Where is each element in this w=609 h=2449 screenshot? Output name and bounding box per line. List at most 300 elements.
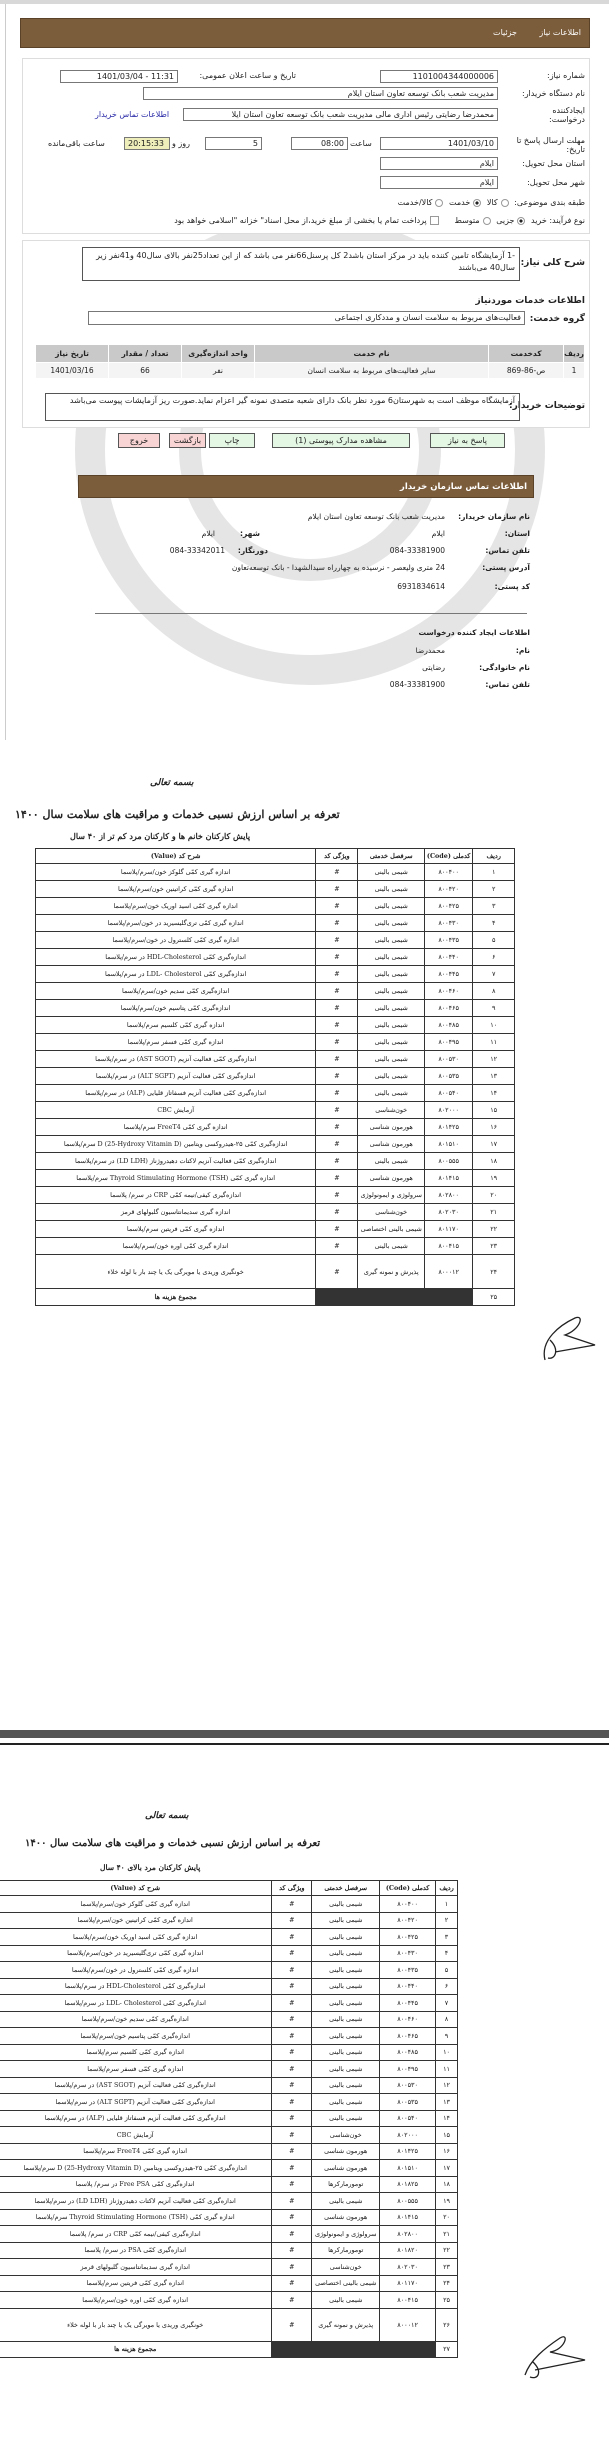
doc-cell: اندازه گیری کمّی کلسترول در خون/سرم/پلاسما xyxy=(36,932,316,949)
table-row[interactable] xyxy=(36,363,585,379)
doc2-subtitle: پایش کارکنان مرد بالای ۴۰ سال xyxy=(100,1863,201,1872)
doc-cell: ۱۰ xyxy=(473,1017,515,1034)
table-row xyxy=(36,949,515,966)
process-minor-radio[interactable] xyxy=(517,217,525,225)
doc-cell: اندازه‌گیری کمّی فعالیت آنزیم فسفاتاز قلیایی (ALP) در سرم/پلاسما xyxy=(36,1085,316,1102)
service-group-label: گروه خدمت: xyxy=(529,314,585,324)
doc-cell: # xyxy=(316,1238,358,1255)
doc-cell: هورمون شناسی xyxy=(358,1119,424,1136)
doc-cell: اندازه گیری کمّی Thyroid Stimulating Hormone (TSH) سرم/پلاسما xyxy=(36,1170,316,1187)
table-row xyxy=(36,1119,515,1136)
doc-cell: شیمی بالینی اختصاصی xyxy=(312,2275,380,2292)
doc-cell: # xyxy=(272,2242,312,2259)
doc-cell: ۸۰۱۵۱۰ xyxy=(424,1136,472,1153)
doc-cell: ۸۰۰۴۱۵ xyxy=(380,2292,436,2309)
doc-cell: هورمون شناسی xyxy=(358,1136,424,1153)
doc-cell: شیمی بالینی xyxy=(312,2061,380,2078)
redacted-cell xyxy=(380,2341,436,2358)
table-row xyxy=(36,1017,515,1034)
contact-address-value: 24 متری ولیعصر - نرسیده به چهارراه سیدالشهدا - بانک توسعه‌تعاون xyxy=(231,563,445,572)
description-label: شرح کلی نیاز: xyxy=(520,258,585,268)
doc-cell: شیمی بالینی اختصاصی xyxy=(358,1221,424,1238)
doc-cell: # xyxy=(316,1000,358,1017)
org-value: مدیریت شعب بانک توسعه تعاون استان ایلام xyxy=(307,512,445,521)
doc-cell: # xyxy=(316,1085,358,1102)
doc-cell: # xyxy=(316,1051,358,1068)
table-row xyxy=(0,1995,458,2012)
table-row xyxy=(36,1221,515,1238)
print-button[interactable]: چاپ xyxy=(209,433,255,448)
category-goods-label: کالا xyxy=(486,198,498,207)
table-row xyxy=(36,881,515,898)
doc-cell: # xyxy=(272,1962,312,1979)
days-label: روز و xyxy=(172,139,190,148)
table-row xyxy=(0,2242,458,2259)
doc-cell: اندازه گیری کمّی فسفر سرم/پلاسما xyxy=(36,1034,316,1051)
doc-cell: ۱۲ xyxy=(436,2077,458,2094)
org-label: نام سازمان خریدار: xyxy=(458,512,530,521)
doc-cell: ۴ xyxy=(436,1945,458,1962)
doc-cell: اندازه‌گیری کمّی HDL-Cholesterol در سرم/پلاسما xyxy=(0,1978,272,1995)
countdown-field: 20:15:33 xyxy=(124,137,170,150)
doc-cell: ۱۲ xyxy=(473,1051,515,1068)
doc-cell: اندازه‌گیری کمّی پتاسیم خون/سرم/پلاسما xyxy=(36,1000,316,1017)
doc-cell: شیمی بالینی xyxy=(312,2292,380,2309)
deadline-date-field[interactable]: 1401/03/10 xyxy=(380,137,498,150)
doc-cell: ۱۷ xyxy=(473,1136,515,1153)
table-row xyxy=(0,2259,458,2276)
doc-cell: ۱۶ xyxy=(436,2143,458,2160)
back-button[interactable]: بازگشت xyxy=(169,433,206,448)
services-table xyxy=(35,344,585,379)
doc-cell: ۷ xyxy=(473,966,515,983)
doc-cell: ۸ xyxy=(473,983,515,1000)
doc-cell: ۸۰۰۵۵۵ xyxy=(380,2193,436,2210)
doc-cell: # xyxy=(272,2209,312,2226)
doc-cell: # xyxy=(272,1912,312,1929)
doc-cell: ۹ xyxy=(473,1000,515,1017)
table-row xyxy=(0,2110,458,2127)
deadline-label: مهلت ارسال پاسخ تا تاریخ: xyxy=(516,136,585,154)
table-row xyxy=(0,1978,458,1995)
category-service-radio[interactable] xyxy=(473,199,481,207)
doc-cell: ۱۱ xyxy=(473,1034,515,1051)
doc-cell: ۱۷ xyxy=(436,2160,458,2177)
doc-cell: # xyxy=(272,2028,312,2045)
doc-cell: # xyxy=(272,2127,312,2144)
doc-cell: اندازه‌گیری کمّی پتاسیم خون/سرم/پلاسما xyxy=(0,2028,272,2045)
doc-cell: شیمی بالینی xyxy=(358,949,424,966)
doc-cell: # xyxy=(316,949,358,966)
redacted-cell xyxy=(312,2341,380,2358)
doc-cell: ۲۰ xyxy=(436,2209,458,2226)
doc-cell: ۸۰۰۵۳۵ xyxy=(380,2094,436,2111)
doc-cell: ۸۰۰۰۱۲ xyxy=(424,1255,472,1289)
doc-cell: خونگیری وریدی یا مویرگی یک یا چند بار با لوله خلاء xyxy=(0,2308,272,2341)
doc-cell: اندازه گیری کمّی Thyroid Stimulating Hormone (TSH) سرم/پلاسما xyxy=(0,2209,272,2226)
table-row xyxy=(36,1085,515,1102)
doc-cell: ۸۰۰۵۴۰ xyxy=(424,1085,472,1102)
doc-cell: ۲۴ xyxy=(473,1255,515,1289)
doc-cell: ۲۶ xyxy=(436,2308,458,2341)
doc-cell: ۱۴ xyxy=(473,1085,515,1102)
days-field[interactable]: 5 xyxy=(205,137,262,150)
need-number-field[interactable]: 1101004344000006 xyxy=(380,70,498,83)
creator-name-value: محمدرضا xyxy=(415,646,445,655)
doc-cell: شیمی بالینی xyxy=(312,2094,380,2111)
doc-cell: ۸۰۱۸۲۰ xyxy=(380,2242,436,2259)
doc-cell: # xyxy=(316,915,358,932)
doc-cell: ۸۰۰۴۸۵ xyxy=(424,1017,472,1034)
doc-cell: هورمون شناسی xyxy=(312,2160,380,2177)
doc1-subtitle: پایش کارکنان خانم ها و کارکنان مرد کم تر از ۴۰ سال xyxy=(70,831,251,841)
buyer-notes-label: توضیحات خریدار: xyxy=(509,401,585,411)
buyer-field[interactable]: مدیریت شعب بانک توسعه تعاون استان ایلام xyxy=(143,87,498,100)
table-row xyxy=(0,2077,458,2094)
doc-cell: ۸۰۰۴۶۰ xyxy=(424,983,472,1000)
doc-cell: ۲۱ xyxy=(436,2226,458,2243)
doc-cell: ۱۰ xyxy=(436,2044,458,2061)
doc-cell: شیمی بالینی xyxy=(312,1929,380,1946)
doc-cell: # xyxy=(316,864,358,881)
doc-cell: # xyxy=(272,1945,312,1962)
doc-cell: ۸۰۱۴۲۵ xyxy=(380,2143,436,2160)
buyer-label: نام دستگاه خریدار: xyxy=(522,89,585,98)
doc-cell: شیمی بالینی xyxy=(312,1912,380,1929)
doc-cell: ۸۰۲۰۳۰ xyxy=(424,1204,472,1221)
doc-cell: ۸۰۰۴۴۵ xyxy=(424,966,472,983)
doc-cell: اندازه‌گیری کیفی/نیمه کمّی CRP در سرم/ پلاسما xyxy=(0,2226,272,2243)
table-row xyxy=(36,915,515,932)
doc-cell: ۸۰۱۸۲۵ xyxy=(380,2176,436,2193)
bismillah-2: بسمه تعالی xyxy=(145,1811,189,1821)
doc-cell: ۸۰۰۴۲۰ xyxy=(424,881,472,898)
contact-province-value: ایلام xyxy=(431,529,445,538)
doc-header-cell: کدملی (Code) xyxy=(380,1881,436,1896)
table-row xyxy=(36,1000,515,1017)
doc-cell: # xyxy=(316,966,358,983)
table-row xyxy=(0,1912,458,1929)
doc-cell: # xyxy=(272,1995,312,2012)
doc-cell: سرولوژی و ایمونولوژی xyxy=(358,1187,424,1204)
tab-details[interactable]: جزئیات xyxy=(493,28,517,37)
doc-cell: شیمی بالینی xyxy=(358,1000,424,1017)
doc-cell: ۸۰۰۴۳۵ xyxy=(424,932,472,949)
doc-cell: شیمی بالینی xyxy=(312,2110,380,2127)
doc-cell: آزمایش CBC xyxy=(0,2127,272,2144)
process-row xyxy=(174,216,585,225)
doc-header-cell: ردیف xyxy=(436,1881,458,1896)
process-minor-label: جزیی xyxy=(496,216,515,225)
doc-cell: # xyxy=(316,932,358,949)
doc-cell: ۸۰۰۰۱۲ xyxy=(380,2308,436,2341)
category-both-radio[interactable] xyxy=(435,199,443,207)
process-medium-radio[interactable] xyxy=(483,217,491,225)
doc-cell: # xyxy=(272,1978,312,1995)
table-row xyxy=(36,1170,515,1187)
doc-cell: ۲۴ xyxy=(436,2275,458,2292)
table-row xyxy=(36,1034,515,1051)
table-row xyxy=(36,1153,515,1170)
doc-total-label: مجموع هزینه ها xyxy=(0,2341,272,2358)
doc-cell: اندازه گیری کمّی اوره خون/سرم/پلاسما xyxy=(0,2292,272,2309)
doc-cell: # xyxy=(272,2292,312,2309)
doc-cell: # xyxy=(272,1929,312,1946)
table-row xyxy=(36,1187,515,1204)
category-label: طبقه بندی موضوعی: xyxy=(514,198,585,207)
doc-cell: تومورمارکرها xyxy=(312,2176,380,2193)
doc-cell: شیمی بالینی xyxy=(312,1896,380,1913)
doc-cell: # xyxy=(272,2143,312,2160)
doc-cell: ۸۰۲۰۰۰ xyxy=(380,2127,436,2144)
table-row xyxy=(36,932,515,949)
doc-cell: اندازه گیری کمّی کلسیم سرم/پلاسما xyxy=(0,2044,272,2061)
deadline-time-field[interactable]: 08:00 xyxy=(291,137,348,150)
doc-cell: ۱۵ xyxy=(436,2127,458,2144)
tab-need-info[interactable]: اطلاعات نیاز xyxy=(539,28,581,37)
doc-cell: ۸۰۰۴۹۵ xyxy=(424,1034,472,1051)
view-attachments-button[interactable]: مشاهده مدارک پیوستی (1) xyxy=(272,433,410,448)
doc-cell: شیمی بالینی xyxy=(358,966,424,983)
doc-cell: شیمی بالینی xyxy=(358,983,424,1000)
services-table-header: ردیف xyxy=(564,345,585,363)
table-row xyxy=(0,2226,458,2243)
doc-cell: شیمی بالینی xyxy=(358,881,424,898)
doc-cell: شیمی بالینی xyxy=(312,2028,380,2045)
buyer-notes-text: آزمایشگاه موظف است به شهرستان6 مورد نظر بانک دارای شعبه متصدی نمونه گیر اعزام نماید.صورت ریز آزمایشات پیوست می‌باشد xyxy=(45,393,520,421)
table-cell: 66 xyxy=(109,363,182,379)
doc-cell: ۱۹ xyxy=(473,1170,515,1187)
signature-icon-1 xyxy=(520,1310,600,1365)
doc-cell: # xyxy=(316,1187,358,1204)
service-group-field: فعالیت‌های مربوط به سلامت انسان و مددکاری اجتماعی xyxy=(88,311,525,325)
doc-cell: پذیرش و نمونه گیری xyxy=(312,2308,380,2341)
contact-city-value: ایلام xyxy=(201,529,215,538)
city-field[interactable]: ایلام xyxy=(380,176,498,189)
exit-button[interactable]: خروج xyxy=(118,433,160,448)
doc-cell: خون‌شناسی xyxy=(312,2127,380,2144)
table-row xyxy=(36,1204,515,1221)
doc-cell: # xyxy=(316,1153,358,1170)
table-row xyxy=(36,1051,515,1068)
table-row xyxy=(0,2292,458,2309)
doc-cell: ۸۰۰۵۳۰ xyxy=(424,1051,472,1068)
doc-cell: ۶ xyxy=(436,1978,458,1995)
doc-total-number: ۲۷ xyxy=(436,2341,458,2358)
doc-cell: # xyxy=(316,1119,358,1136)
doc-cell: ۸۰۰۴۲۰ xyxy=(380,1912,436,1929)
doc-cell: اندازه گیری کمّی اوره خون/سرم/پلاسما xyxy=(36,1238,316,1255)
doc-cell: اندازه گیری کمّی فسفر سرم/پلاسما xyxy=(0,2061,272,2078)
doc-cell: ۱۳ xyxy=(473,1068,515,1085)
doc-cell: اندازه‌گیری کمّی ۲۵-هیدروکسی ویتامین D (25-Hydroxy Vitamin D) سرم/پلاسما xyxy=(0,2160,272,2177)
doc-cell: ۶ xyxy=(473,949,515,966)
doc-cell: شیمی بالینی xyxy=(358,1068,424,1085)
doc-cell: اندازه‌گیری کمّی فعالیت آنزیم (AST SGOT) در سرم/پلاسما xyxy=(0,2077,272,2094)
doc-cell: # xyxy=(272,2160,312,2177)
category-goods-radio[interactable] xyxy=(501,199,509,207)
table-cell: ص-86-869 xyxy=(489,363,564,379)
signature-icon-2 xyxy=(505,2330,590,2385)
table-row xyxy=(0,2011,458,2028)
doc-cell: شیمی بالینی xyxy=(312,1978,380,1995)
doc-cell: # xyxy=(316,1255,358,1289)
doc-cell: اندازه گیری کمّی اسید اوریک خون/سرم/پلاسما xyxy=(0,1929,272,1946)
treasury-note: پرداخت تمام یا بخشی از مبلغ خرید،از محل اسناد" خزانه "اسلامی خواهد بود xyxy=(174,216,427,225)
doc-cell: # xyxy=(272,2275,312,2292)
table-row xyxy=(0,1896,458,1913)
doc-cell: ۸۰۱۴۱۵ xyxy=(380,2209,436,2226)
doc-header-cell: ردیف xyxy=(473,849,515,864)
doc-cell: ۸۰۰۴۲۵ xyxy=(380,1929,436,1946)
doc-cell: اندازه گیری کمّی کلسترول در خون/سرم/پلاسما xyxy=(0,1962,272,1979)
table-row xyxy=(0,2028,458,2045)
contact-fax-value: 084-33342011 xyxy=(169,546,225,555)
services-table-header: تاریخ نیاز xyxy=(36,345,109,363)
doc-cell: ۱۱ xyxy=(436,2061,458,2078)
doc-cell: اندازه‌گیری کمّی سدیم خون/سرم/پلاسما xyxy=(36,983,316,1000)
doc-cell: شیمی بالینی xyxy=(312,2011,380,2028)
doc-cell: ۸۰۰۵۳۵ xyxy=(424,1068,472,1085)
table-row xyxy=(36,1102,515,1119)
creator-field[interactable]: محمدرضا رضایتی رئیس اداری مالی مدیریت شعب بانک توسعه تعاون استان ایلا xyxy=(183,108,498,121)
doc-cell: اندازه‌گیری کمّی فعالیت آنزیم فسفاتاز قلیایی (ALP) در سرم/پلاسما xyxy=(0,2110,272,2127)
doc-cell: اندازه گیری سدیمانتاسیون گلبولهای قرمز xyxy=(36,1204,316,1221)
creator-label: ایجادکننده درخواست: xyxy=(549,106,585,124)
contact-postal-label: کد پستی: xyxy=(494,582,530,591)
doc-cell: # xyxy=(272,2094,312,2111)
doc-cell: ۲۲ xyxy=(436,2242,458,2259)
doc-cell: ۸۰۲۰۰۰ xyxy=(424,1102,472,1119)
doc-cell: اندازه گیری کمّی کراتینین خون/سرم/پلاسما xyxy=(36,881,316,898)
doc-cell: ۸۰۰۴۴۵ xyxy=(380,1995,436,2012)
doc-cell: ۱۵ xyxy=(473,1102,515,1119)
bismillah-1: بسمه تعالی xyxy=(150,778,194,788)
doc-total-label: مجموع هزینه ها xyxy=(36,1289,316,1306)
doc-cell: شیمی بالینی xyxy=(358,898,424,915)
treasury-checkbox[interactable] xyxy=(430,216,439,225)
contact-postal-value: 6931834614 xyxy=(397,582,445,591)
buyer-contact-link[interactable]: اطلاعات تماس خریدار xyxy=(95,110,170,119)
doc-cell: ۲ xyxy=(436,1912,458,1929)
doc-cell: ۸۰۰۴۹۵ xyxy=(380,2061,436,2078)
doc-cell: ۸۰۰۴۳۰ xyxy=(424,915,472,932)
table-cell: 1401/03/16 xyxy=(36,363,109,379)
doc-header-row xyxy=(0,1881,458,1896)
redacted-cell xyxy=(358,1289,424,1306)
redacted-cell xyxy=(424,1289,472,1306)
doc-cell: ۸۰۲۰۳۰ xyxy=(380,2259,436,2276)
contact-phone-label: تلفن تماس: xyxy=(485,546,530,555)
doc-cell: اندازه گیری کمّی FreeT4 سرم/پلاسما xyxy=(0,2143,272,2160)
doc-cell: ۸۰۰۴۳۵ xyxy=(380,1962,436,1979)
city-label: شهر محل تحویل: xyxy=(527,178,585,187)
doc-cell: شیمی بالینی xyxy=(358,1085,424,1102)
doc-cell: آزمایش CBC xyxy=(36,1102,316,1119)
table-row xyxy=(0,2193,458,2210)
doc-cell: اندازه گیری کمّی تری‌گلیسیرید در خون/سرم/پلاسما xyxy=(0,1945,272,1962)
doc-cell: ۸۰۱۱۷۰ xyxy=(424,1221,472,1238)
doc-cell: # xyxy=(272,2308,312,2341)
doc-cell: ۲۲ xyxy=(473,1221,515,1238)
doc-cell: ۱۹ xyxy=(436,2193,458,2210)
doc1-table xyxy=(35,848,515,1306)
table-row xyxy=(36,966,515,983)
reply-button[interactable]: پاسخ به نیاز xyxy=(430,433,505,448)
doc-cell: # xyxy=(316,1136,358,1153)
doc2-title: تعرفه بر اساس ارزش نسبی خدمات و مراقبت های سلامت سال ۱۴۰۰ xyxy=(25,1838,321,1849)
doc-cell: ۸۰۱۴۲۵ xyxy=(424,1119,472,1136)
doc-cell: # xyxy=(316,1102,358,1119)
province-field[interactable]: ایلام xyxy=(380,157,498,170)
doc-cell: اندازه‌گیری کمّی سدیم خون/سرم/پلاسما xyxy=(0,2011,272,2028)
doc-cell: ۸۰۱۴۱۵ xyxy=(424,1170,472,1187)
doc-cell: # xyxy=(316,881,358,898)
doc-cell: ۱۸ xyxy=(436,2176,458,2193)
doc-cell: خون‌شناسی xyxy=(312,2259,380,2276)
doc-cell: شیمی بالینی xyxy=(358,915,424,932)
table-cell: 1 xyxy=(564,363,585,379)
table-row xyxy=(0,2094,458,2111)
doc-cell: # xyxy=(272,2226,312,2243)
doc-cell: ۸۰۰۴۴۰ xyxy=(380,1978,436,1995)
doc-cell: خون‌شناسی xyxy=(358,1102,424,1119)
table-row xyxy=(36,1136,515,1153)
doc-cell: اندازه گیری کمّی گلوکز خون/سرم/پلاسما xyxy=(36,864,316,881)
doc-cell: ۸۰۰۴۲۵ xyxy=(424,898,472,915)
doc-cell: اندازه گیری سدیمانتاسیون گلبولهای قرمز xyxy=(0,2259,272,2276)
announce-field[interactable]: 1401/03/04 - 11:31 xyxy=(60,70,178,83)
doc-cell: اندازه‌گیری کمّی LDL- Cholesterol در سرم/پلاسما xyxy=(0,1995,272,2012)
doc-cell: پذیرش و نمونه گیری xyxy=(358,1255,424,1289)
doc-cell: شیمی بالینی xyxy=(312,1995,380,2012)
doc-header-cell: سرفصل خدمتی xyxy=(312,1881,380,1896)
table-cell: نفر xyxy=(182,363,255,379)
doc-cell: ۸۰۰۴۰۰ xyxy=(380,1896,436,1913)
doc-cell: خون‌شناسی xyxy=(358,1204,424,1221)
doc-cell: ۵ xyxy=(436,1962,458,1979)
doc-cell: اندازه‌گیری کمّی LDL- Cholesterol در سرم/پلاسما xyxy=(36,966,316,983)
redacted-cell xyxy=(316,1289,358,1306)
doc-cell: شیمی بالینی xyxy=(312,2044,380,2061)
contact-header-bar xyxy=(78,475,534,498)
doc-cell: ۳ xyxy=(473,898,515,915)
doc-cell: # xyxy=(316,1170,358,1187)
doc-cell: ۸۰۱۵۱۰ xyxy=(380,2160,436,2177)
doc-cell: # xyxy=(272,2011,312,2028)
doc-cell: شیمی بالینی xyxy=(358,1051,424,1068)
services-table-header: واحد اندازه‌گیری xyxy=(182,345,255,363)
process-label: نوع فرآیند: خرید xyxy=(531,216,585,225)
doc-header-cell: ویژگی کد xyxy=(316,849,358,864)
services-table-header: کدخدمت xyxy=(489,345,564,363)
doc-cell: اندازه گیری کمّی کراتینین خون/سرم/پلاسما xyxy=(0,1912,272,1929)
doc-cell: اندازه گیری کمّی فریتین سرم/پلاسما xyxy=(36,1221,316,1238)
doc-total-number: ۲۵ xyxy=(473,1289,515,1306)
doc-cell: اندازه گیری کمّی گلوکز خون/سرم/پلاسما xyxy=(0,1896,272,1913)
doc-cell: # xyxy=(272,2061,312,2078)
doc-cell: # xyxy=(316,1068,358,1085)
doc-cell: هورمون شناسی xyxy=(358,1170,424,1187)
doc-cell: ۹ xyxy=(436,2028,458,2045)
doc-cell: ۸۰۰۵۴۰ xyxy=(380,2110,436,2127)
doc-cell: # xyxy=(272,2176,312,2193)
doc-cell: ۸۰۰۴۶۵ xyxy=(380,2028,436,2045)
doc-cell: ۸۰۲۸۰۰ xyxy=(424,1187,472,1204)
doc-cell: # xyxy=(316,983,358,1000)
doc-header-cell: کدملی (Code) xyxy=(424,849,472,864)
doc-cell: ۸۰۰۴۶۵ xyxy=(424,1000,472,1017)
